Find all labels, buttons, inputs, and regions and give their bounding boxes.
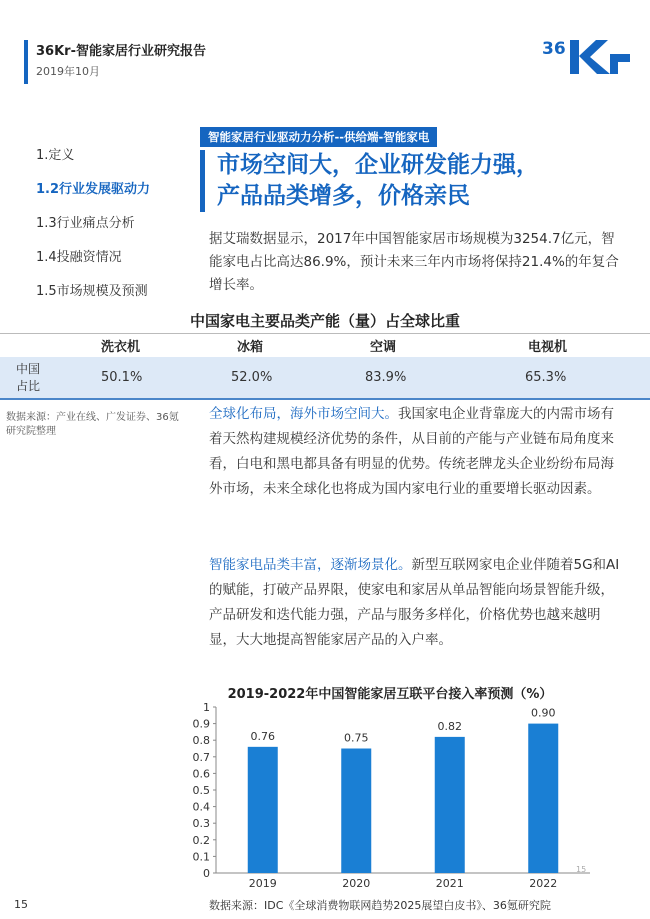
y-tick-label: 0.5 <box>192 784 210 797</box>
x-tick-label: 2022 <box>529 877 558 888</box>
y-tick-label: 0 <box>203 867 210 880</box>
paragraph-text: 新型互联网家电企业伴随着5G和AI的赋能，打破产品界限，使家电和家居从单品智能向场景智能升级，产品研发和迭代能力强，产品与服务多样化，价格优势也越来越明显，大大地提高智能家居产品的入户率。 <box>209 557 620 648</box>
paragraph-globalization <box>209 402 624 502</box>
paragraph-highlight: 全球化布局，海外市场空间大。 <box>209 406 398 422</box>
y-tick-label: 0.1 <box>192 850 210 864</box>
chart-source: 数据来源：IDC《全球消费物联网趋势2025展望白皮书》、36氪研究院 <box>209 899 551 912</box>
data-label: 0.76 <box>250 729 275 743</box>
column-header-fridge: 冰箱 <box>237 340 264 355</box>
row-label-line: 占比 <box>16 379 41 393</box>
table-title: 中国家电主要品类产能（量）占全球比重 <box>189 312 460 330</box>
cell-fridge: 52.0% <box>231 370 273 385</box>
chart-title: 2019-2022年中国智能家居互联平台接入率预测（%） <box>227 687 553 702</box>
bar <box>435 737 465 873</box>
table-of-contents <box>36 146 150 316</box>
brand-logo-mark <box>542 39 630 74</box>
bar-chart <box>180 683 600 888</box>
headline-line: 产品品类增多，价格亲民 <box>217 183 470 209</box>
toc-item-drivers[interactable]: 1.2行业发展驱动力 <box>36 182 151 197</box>
brand-logo <box>540 32 630 78</box>
bar <box>248 747 278 873</box>
x-tick-label: 2019 <box>248 877 277 888</box>
y-tick-label: 0.9 <box>192 717 210 731</box>
bar <box>528 724 558 873</box>
y-tick-label: 0.2 <box>192 833 210 847</box>
section-tag: 智能家居行业驱动力分析--供给端-智能家电 <box>200 127 437 147</box>
toc-item-definition[interactable]: 1.定义 <box>36 148 75 163</box>
report-title: 36Kr-智能家居行业研究报告 <box>36 44 206 59</box>
data-label: 0.90 <box>531 706 556 720</box>
column-header-ac: 空调 <box>370 340 397 355</box>
data-label: 0.82 <box>437 719 462 733</box>
table-source: 数据来源：产业在线、广发证券、36氪研究院整理 <box>6 412 179 437</box>
y-tick-label: 1 <box>203 701 210 714</box>
headline-line: 市场空间大，企业研发能力强， <box>217 152 539 178</box>
data-label: 0.75 <box>344 731 369 745</box>
y-tick-label: 0.7 <box>192 750 210 764</box>
cell-tv: 65.3% <box>525 370 567 385</box>
table-row <box>0 357 650 400</box>
headline <box>200 150 539 212</box>
row-label-line: 中国 <box>16 362 41 376</box>
header-accent-bar <box>24 40 28 84</box>
toc-item-pain-points[interactable]: 1.3行业痛点分析 <box>36 216 135 231</box>
paragraph-highlight: 智能家电品类丰富，逐渐场景化。 <box>209 557 412 573</box>
paragraph-text: 我国家电企业背靠庞大的内需市场有着天然构建规模经济优势的条件，从目前的产能与产业链布局角度来看，白电和黑电都具备有明显的优势。传统老牌龙头企业纷纷布局海外市场，未来全球化也将成为国内家电行业的重要增长驱动因素。 <box>209 406 614 497</box>
intro-paragraph: 据艾瑞数据显示，2017年中国智能家居市场规模为3254.7亿元，智能家电占比高达86.9%，预计未来三年内市场将保持21.4%的年复合增长率。 <box>209 231 619 293</box>
page-number: 15 <box>14 898 28 911</box>
table-divider <box>0 333 650 334</box>
cell-washer: 50.1% <box>101 370 143 385</box>
y-tick-label: 0.3 <box>192 817 210 831</box>
toc-item-market-size[interactable]: 1.5市场规模及预测 <box>36 284 148 299</box>
y-tick-label: 0.8 <box>192 734 210 748</box>
x-tick-label: 2021 <box>435 877 464 888</box>
column-header-tv: 电视机 <box>528 340 568 355</box>
bar <box>341 749 371 874</box>
x-tick-label: 2020 <box>342 877 371 888</box>
paragraph-smart-appliances <box>209 553 624 653</box>
svg-text:36: 36 <box>542 39 566 59</box>
y-tick-label: 0.4 <box>192 800 210 814</box>
column-header-washer: 洗衣机 <box>101 340 141 355</box>
toc-item-investment[interactable]: 1.4投融资情况 <box>36 250 122 265</box>
y-tick-label: 0.6 <box>192 767 210 781</box>
report-date: 2019年10月 <box>36 65 100 78</box>
row-label <box>16 361 40 395</box>
cell-ac: 83.9% <box>365 370 407 385</box>
page-number-small: 15 <box>576 865 587 874</box>
